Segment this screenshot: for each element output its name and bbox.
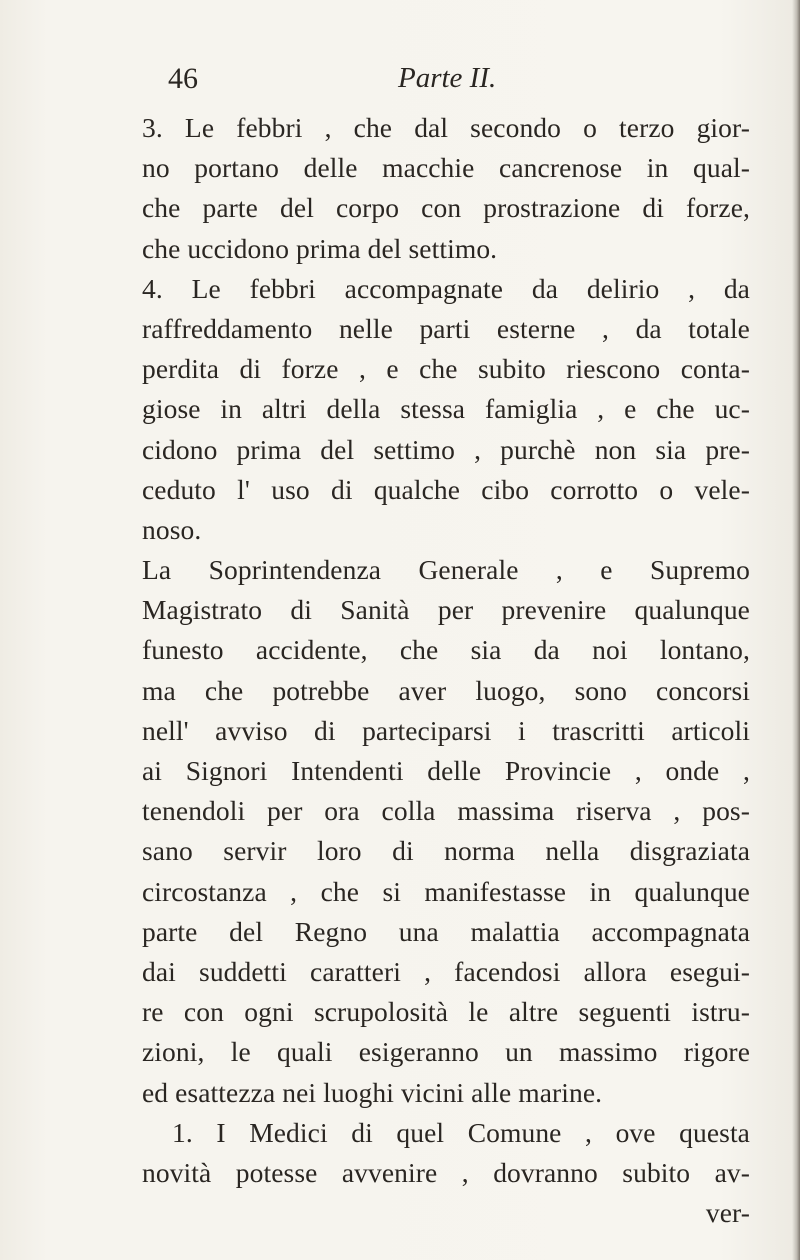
text-line: che parte del corpo con prostrazione di forze,: [142, 192, 750, 224]
page-edge-shadow: [792, 0, 800, 1260]
text-line: raffreddamento nelle parti esterne , da totale: [142, 312, 750, 344]
text-line: 3. Le febbri , che dal secondo o terzo gior-: [142, 112, 750, 143]
running-head: Parte II.: [398, 62, 497, 94]
text-line: ai Signori Intendenti delle Provincie , onde ,: [142, 755, 750, 786]
text-line: ed esattezza nei luoghi vicini alle marine.: [142, 1076, 603, 1108]
page-number: 46: [168, 62, 198, 95]
text-line: 1. I Medici di quel Comune , ove questa: [172, 1116, 750, 1148]
text-line: noso.: [142, 513, 202, 545]
text-line: tenendoli per ora colla massima riserva , pos-: [142, 795, 750, 827]
text-line: 4. Le febbri accompagnate da delirio , da: [142, 272, 750, 304]
text-line: no portano delle macchie cancrenose in qual-: [142, 152, 750, 184]
text-line: La Soprintendenza Generale , e Supremo: [142, 554, 750, 586]
text-line: che uccidono prima del settimo.: [142, 232, 498, 264]
text-line: parte del Regno una malattia accompagnata: [142, 915, 750, 947]
text-line: nell' avviso di parteciparsi i trascritti articoli: [142, 714, 750, 746]
text-line: circostanza , che si manifestasse in qualunque: [142, 875, 750, 907]
text-line: funesto accidente, che sia da noi lontano,: [142, 634, 750, 666]
text-line: Magistrato di Sanità per prevenire qualunque: [142, 594, 750, 626]
text-line: perdita di forze , e che subito riescono conta-: [142, 353, 750, 385]
catchword: ver-: [705, 1197, 750, 1229]
text-line: sano servir loro di norma nella disgraziata: [142, 835, 750, 867]
text-line: dai suddetti caratteri , facendosi allora esegui-: [142, 955, 750, 987]
text-line: zioni, le quali esigeranno un massimo rigore: [142, 1036, 750, 1068]
body-text: [142, 108, 750, 1233]
text-line: giose in altri della stessa famiglia , e che uc-: [142, 393, 750, 425]
page-header: [168, 62, 748, 106]
text-line: novità potesse avvenire , dovranno subito av-: [142, 1156, 750, 1188]
text-line: re con ogni scrupolosità le altre seguenti istru-: [142, 996, 750, 1028]
text-line: ceduto l' uso di qualche cibo corrotto o vele-: [142, 473, 750, 505]
text-line: ma che potrebbe aver luogo, sono concorsi: [142, 674, 750, 706]
text-line: cidono prima del settimo , purchè non sia pre-: [142, 433, 750, 465]
